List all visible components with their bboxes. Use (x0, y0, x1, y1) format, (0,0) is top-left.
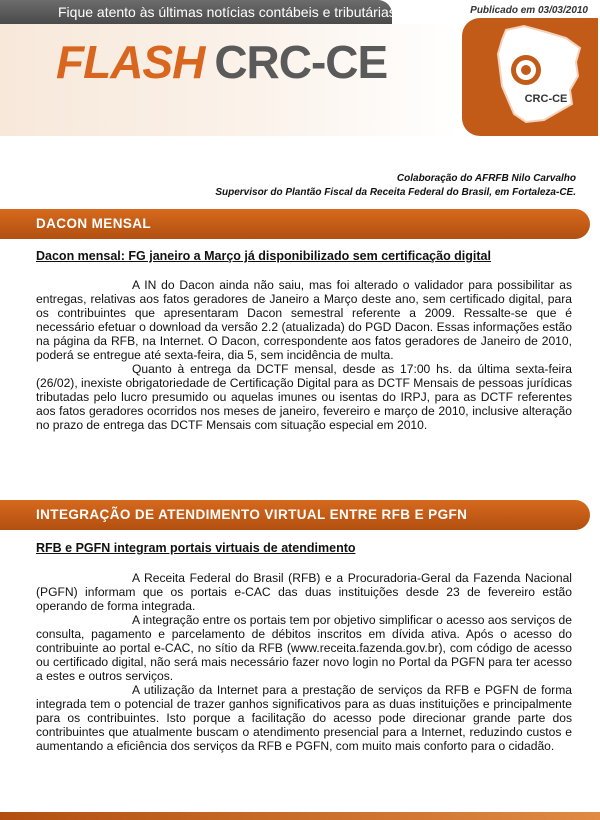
badge-label: CRC-CE (524, 93, 568, 105)
section-bar-dacon (0, 209, 590, 239)
crc-ce-badge (462, 18, 598, 136)
ceara-map-icon (462, 18, 598, 136)
section-bar-integracao (0, 500, 590, 530)
top-banner (0, 0, 396, 24)
paragraph: Quanto à entrega da DCTF mensal, desde as 17:00 hs. da última sexta-feira (26/02), inexiste obrigatoriedade de Certificação Digital para as DCTF Mensais de pessoas jurídicas tributadas pelo lucro presumido ou aquelas imunes ou isentas do IRPJ, para as DCTF referentes aos fatos geradores ocorridos nos meses de janeiro, fevereiro e março de 2010, inclusive alteração no prazo de entrega das DCTF Mensais com situação especial em 2010. (36, 362, 572, 432)
footer-line (0, 812, 600, 820)
newsletter-logo (56, 36, 387, 88)
logo-crc: CRC-CE (214, 36, 388, 88)
paragraph: A integração entre os portais tem por objetivo simplificar o acesso aos serviços de consulta, pagamento e parcelamento de débitos inscritos em dívida ativa. Após o acesso do contribuinte ao portal e-CAC, no sítio da RFB (www.receita.fazenda.gov.br), com código de acesso ou certificado digital, não será mais necessário fazer novo login no Portal da PGFN para ter acesso a estes e outros serviços. (36, 613, 572, 683)
collaboration-credit (215, 172, 576, 200)
article-headline: RFB e PGFN integram portais virtuais de atendimento (36, 541, 356, 555)
logo-flash: FLASH (56, 36, 205, 88)
tagline: Fique atento às últimas notícias contábeis e tributárias (58, 4, 396, 20)
gear-seal-icon (511, 55, 541, 85)
section-title: DACON MENSAL (36, 216, 152, 231)
collaboration-line-2: Supervisor do Plantão Fiscal da Receita Federal do Brasil, em Fortaleza-CE. (215, 187, 576, 198)
paragraph: A utilização da Internet para a prestação de serviços da RFB e PGFN de forma integrada tem o potencial de trazer ganhos significativos para as duas instituições e principalmente para os contribuintes. Isto porque a facilitação do acesso pode direcionar grande parte dos contribuintes que atualmente buscam o atendimento presencial para a Internet, reduzindo custos e aumentando a eficiência dos serviços da RFB e PGFN, com muito mais conforto para o cidadão. (36, 683, 572, 753)
paragraph: A IN do Dacon ainda não saiu, mas foi alterado o validador para possibilitar as entregas, relativas aos fatos geradores de Janeiro a Março deste ano, sem certificado digital, para os contribuintes que apresentaram Dacon semestral referente a 2009. Ressalte-se que é necessário efetuar o download da versão 2.2 (atualizada) do PGD Dacon. Essas informações estão na página da RFB, na Internet. O Dacon, correspondente aos fatos geradores de Janeiro de 2010, poderá se entregue até sexta-feira, dia 5, sem incidência de multa. (36, 278, 572, 362)
publication-date: Publicado em 03/03/2010 (470, 5, 588, 16)
article-headline: Dacon mensal: FG janeiro a Março já disponibilizado sem certificação digital (36, 249, 491, 263)
article-body (36, 278, 572, 432)
collaboration-line-1: Colaboração do AFRFB Nilo Carvalho (396, 173, 576, 184)
paragraph: A Receita Federal do Brasil (RFB) e a Procuradoria-Geral da Fazenda Nacional (PGFN) informam que os portais e-CAC das duas instituições desde 23 de fevereiro estão operando de forma integrada. (36, 571, 572, 613)
section-title: INTEGRAÇÃO DE ATENDIMENTO VIRTUAL ENTRE RFB E PGFN (36, 507, 468, 522)
article-body (36, 571, 572, 753)
